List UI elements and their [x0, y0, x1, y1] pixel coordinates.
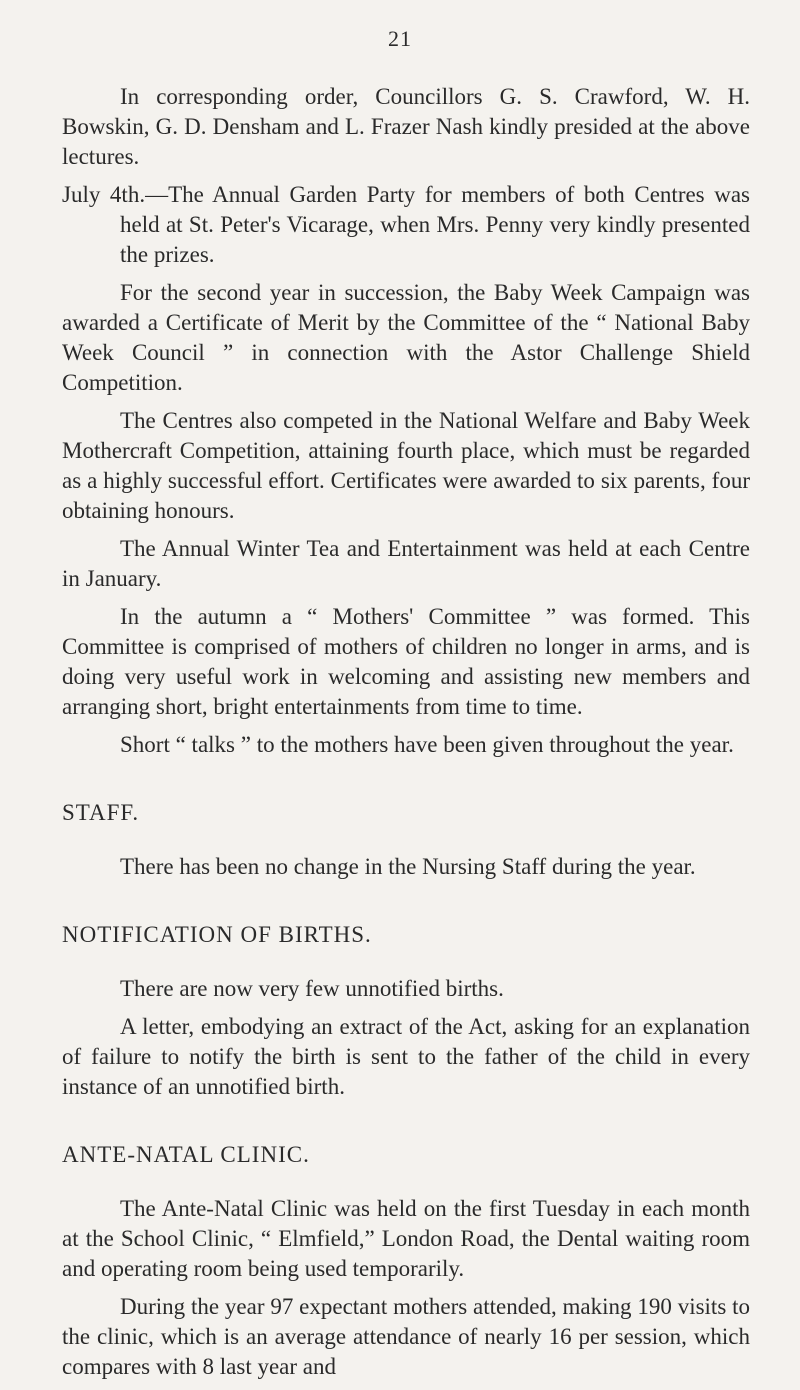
antenatal-section	[62, 1140, 750, 1382]
notification-paragraph-2: A letter, embodying an extract of the Act, asking for an explanation of failure to notify the birth is sent to the father of the child in every instance of an unnotified birth.	[62, 1014, 750, 1099]
garden-party-paragraph	[62, 180, 750, 270]
staff-heading: STAFF.	[62, 800, 140, 825]
staff-section	[62, 798, 750, 882]
antenatal-heading: ANTE-NATAL CLINIC.	[62, 1142, 310, 1167]
garden-party-text: July 4th.—The Annual Garden Party for members of both Centres was held at St. Peter's Vicarage, when Mrs. Penny very kindly presented the prizes.	[62, 182, 750, 267]
mothercraft-paragraph: The Centres also competed in the National Welfare and Baby Week Mothercraft Competition, attaining fourth place, which must be regarded as a highly successful effort. Certificates were awarded to six parents, four obtaining honours.	[62, 408, 750, 523]
notification-section	[62, 920, 750, 1102]
document-body	[62, 82, 750, 1390]
staff-paragraph: There has been no change in the Nursing Staff during the year.	[120, 854, 696, 879]
page-number: 21	[388, 26, 412, 51]
notification-paragraph-1: There are now very few unnotified births.	[120, 976, 504, 1001]
councillors-paragraph: In corresponding order, Councillors G. S. Crawford, W. H. Bowskin, G. D. Densham and L. Frazer Nash kindly presided at the above lectures.	[62, 84, 750, 169]
antenatal-paragraph-1: The Ante-Natal Clinic was held on the first Tuesday in each month at the School Clinic, “ Elmfield,” London Road, the Dental waiting room and operating room being used temporarily.	[62, 1196, 750, 1281]
baby-week-paragraph: For the second year in succession, the Baby Week Campaign was awarded a Certificate of Merit by the Committee of the “ National Baby Week Council ” in connection with the Astor Challenge Shield Competition.	[62, 280, 750, 395]
notification-heading: NOTIFICATION OF BIRTHS.	[62, 922, 372, 947]
antenatal-paragraph-2: During the year 97 expectant mothers attended, making 190 visits to the clinic, which is an average attendance of nearly 16 per session, which compares with 8 last year and	[62, 1294, 750, 1379]
mothers-committee-paragraph: In the autumn a “ Mothers' Committee ” was formed. This Committee is comprised of mothers of children no longer in arms, and is doing very useful work in welcoming and assisting new members and arranging short, bright entertainments from time to time.	[62, 604, 750, 719]
winter-tea-paragraph: The Annual Winter Tea and Entertainment was held at each Centre in January.	[62, 536, 750, 591]
talks-paragraph: Short “ talks ” to the mothers have been given throughout the year.	[120, 732, 734, 757]
